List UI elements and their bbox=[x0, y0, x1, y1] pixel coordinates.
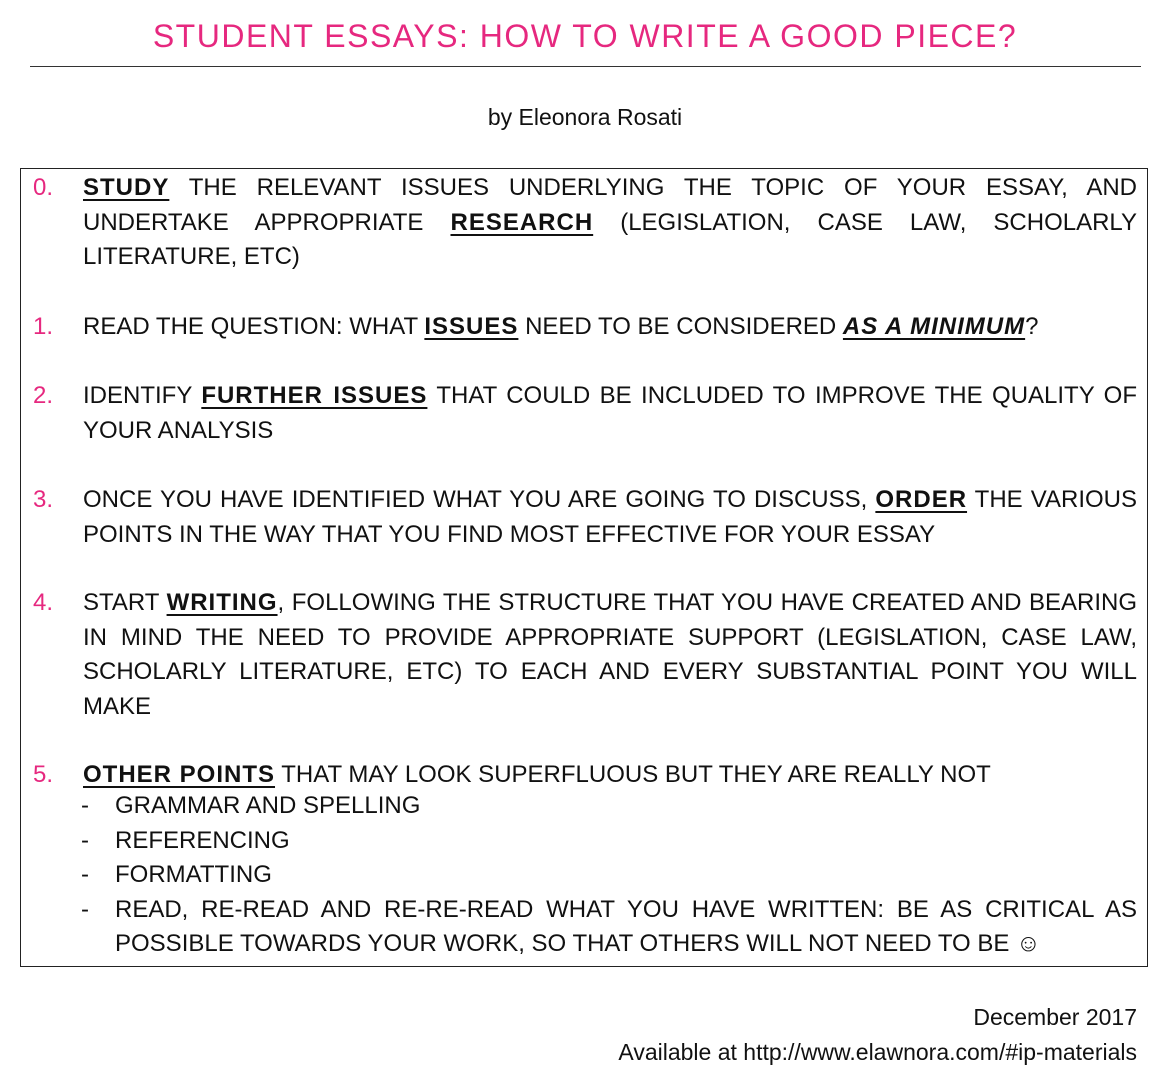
step-text: , FOLLOWING THE STRUCTURE THAT YOU HAVE CREATED AND BEARING IN MIND THE NEED TO PROVIDE APPROPRIATE SUPPORT (LEGISLATION, CASE LAW, SCHOLARLY LITERATURE, ETC) TO EACH AND EVERY SUBSTANTIAL POINT YOU WILL MAKE bbox=[83, 589, 1138, 720]
step-1 bbox=[33, 310, 1137, 345]
step-4 bbox=[33, 586, 1138, 724]
subpoint-text: GRAMMAR AND SPELLING bbox=[115, 792, 421, 819]
subpoint-text: READ, RE-READ AND RE-RE-READ WHAT YOU HAVE WRITTEN: BE AS CRITICAL AS POSSIBLE TOWARDS YOUR WORK, SO THAT OTHERS WILL NOT NEED TO BE ☺ bbox=[115, 895, 1137, 957]
steps-box bbox=[20, 168, 1148, 967]
subpoint-list bbox=[81, 789, 1137, 962]
step-keyword: STUDY bbox=[83, 174, 170, 201]
step-keyword: OTHER POINTS bbox=[83, 761, 276, 788]
bullet-dash: - bbox=[81, 792, 89, 819]
footer-availability: Available at http://www.elawnora.com/#ip-materials bbox=[618, 1039, 1137, 1065]
step-0 bbox=[33, 171, 1137, 275]
step-text: THAT COULD BE INCLUDED TO IMPROVE THE QUALITY OF YOUR ANALYSIS bbox=[83, 382, 1138, 444]
list-item bbox=[81, 789, 1137, 824]
step-number: 3. bbox=[33, 486, 54, 513]
step-keyword: FURTHER ISSUES bbox=[201, 382, 428, 409]
title-divider bbox=[30, 66, 1141, 67]
list-item bbox=[81, 858, 1137, 893]
step-text: ? bbox=[1025, 313, 1039, 340]
bullet-dash: - bbox=[81, 826, 89, 854]
bullet-dash: - bbox=[81, 895, 89, 923]
step-number: 0. bbox=[33, 174, 54, 201]
step-keyword: RESEARCH bbox=[450, 208, 594, 236]
step-number: 5. bbox=[33, 761, 54, 788]
step-2 bbox=[33, 379, 1138, 448]
subpoint-text: REFERENCING bbox=[115, 826, 290, 854]
step-text: THAT MAY LOOK SUPERFLUOUS BUT THEY ARE REALLY NOT bbox=[275, 761, 991, 788]
bullet-dash: - bbox=[81, 861, 89, 888]
page-title: STUDENT ESSAYS: HOW TO WRITE A GOOD PIECE? bbox=[152, 18, 1018, 54]
step-3 bbox=[33, 483, 1137, 552]
list-item bbox=[81, 893, 1137, 962]
list-item bbox=[81, 824, 1137, 859]
step-keyword: WRITING bbox=[166, 589, 278, 616]
step-text: THE RELEVANT ISSUES UNDERLYING THE TOPIC OF YOUR ESSAY, AND UNDERTAKE APPROPRIATE bbox=[83, 174, 1137, 236]
step-text: READ THE QUESTION: WHAT bbox=[83, 313, 425, 340]
step-number: 1. bbox=[33, 313, 54, 340]
subpoint-text: FORMATTING bbox=[115, 861, 272, 888]
step-number: 2. bbox=[33, 382, 54, 409]
step-text: IDENTIFY bbox=[83, 382, 202, 409]
step-text: ONCE YOU HAVE IDENTIFIED WHAT YOU ARE GOING TO DISCUSS, bbox=[83, 486, 876, 513]
step-keyword: AS A MINIMUM bbox=[842, 313, 1026, 340]
step-keyword: ORDER bbox=[875, 486, 968, 513]
step-5 bbox=[33, 758, 1137, 793]
author-byline: by Eleonora Rosati bbox=[487, 104, 683, 130]
step-text: (LEGISLATION, CASE LAW, SCHOLARLY LITERATURE, ETC) bbox=[83, 208, 1137, 270]
step-text: NEED TO BE CONSIDERED bbox=[518, 313, 843, 340]
footer-date: December 2017 bbox=[973, 1004, 1137, 1030]
step-keyword: ISSUES bbox=[424, 313, 519, 340]
step-text: START bbox=[83, 589, 167, 616]
step-text: THE VARIOUS POINTS IN THE WAY THAT YOU FIND MOST EFFECTIVE FOR YOUR ESSAY bbox=[83, 486, 1137, 548]
step-number: 4. bbox=[33, 589, 54, 616]
